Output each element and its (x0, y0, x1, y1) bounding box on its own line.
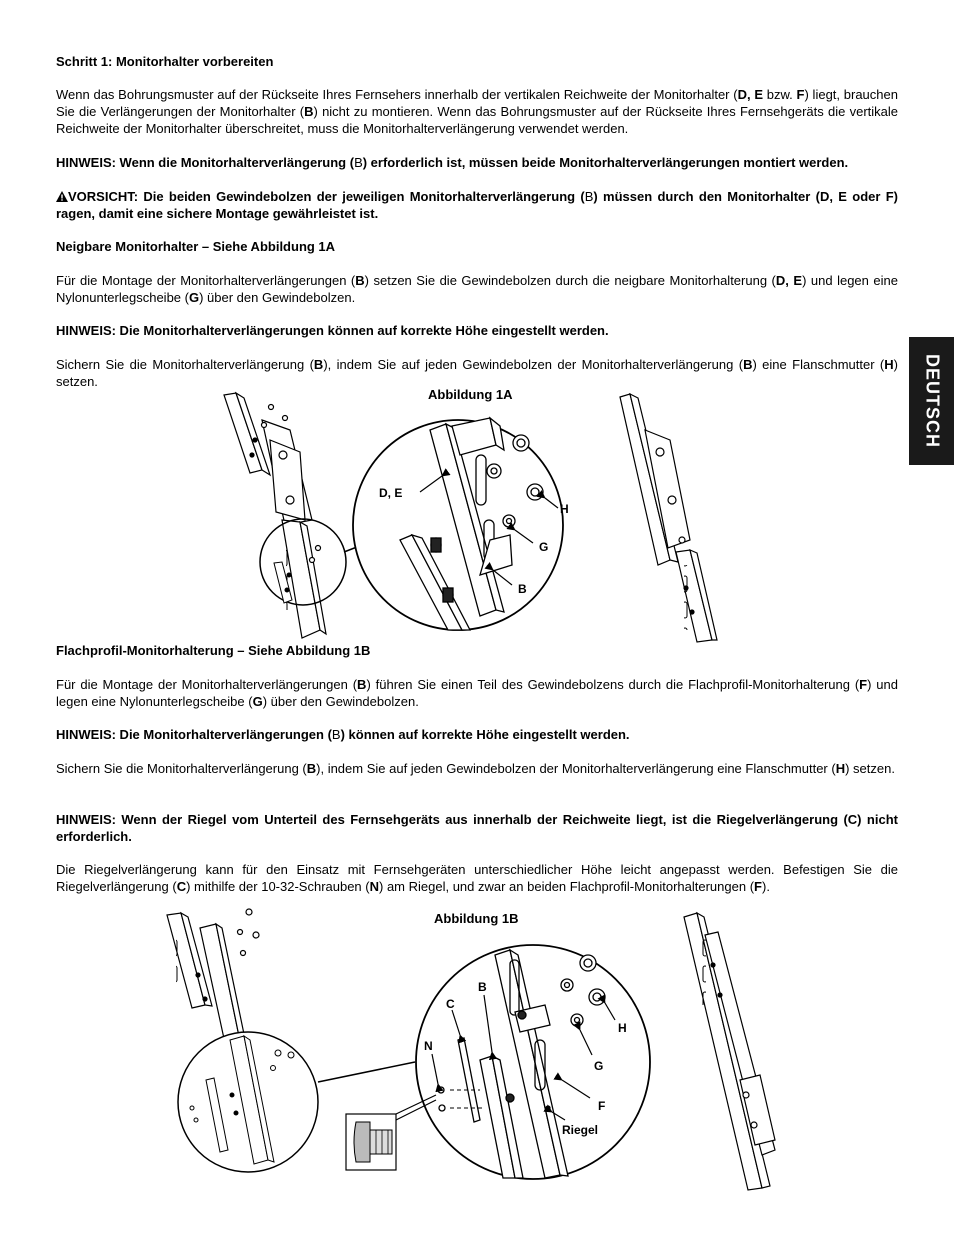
label-c-1b: C (446, 997, 455, 1011)
tilt-mount-heading: Neigbare Monitorhalter – Siehe Abbildung 1A (56, 239, 336, 254)
label-h-1a: H (560, 502, 569, 516)
paragraph-flange-nut-2: Sichern Sie die Monitorhalterverlängerung (B), indem Sie auf jeden Gewindebolzen der Monitorhalterverlängerung eine Flanschmutter (H) setzen. (56, 761, 895, 776)
figure-1a-detail (353, 418, 569, 630)
figure-1a-title: Abbildung 1A (428, 387, 513, 402)
note-latch: HINWEIS: Wenn der Riegel vom Unterteil des Fernsehgeräts aus innerhalb der Reichweite liegt, ist die Riegelverlängerung (C) nicht erforderlich. (56, 812, 898, 844)
figure-1b-detail (416, 945, 650, 1179)
label-g-1b: G (594, 1059, 604, 1073)
figure-1a-right-bracket (620, 394, 717, 642)
figure-1a-left-bracket (224, 393, 326, 638)
label-g-1a: G (539, 540, 549, 554)
label-riegel: Riegel (562, 1123, 599, 1137)
paragraph-tilt-mount: Für die Montage der Monitorhalterverlängerungen (B) setzen Sie die Gewindebolzen durch die neigbare Monitorhalterung (D, E) und legen eine Nylonunterlegscheibe (G) über den Gewindebolzen. (56, 273, 898, 305)
note-height-adjust-1: HINWEIS: Die Monitorhalterverlängerungen können auf korrekte Höhe eingestellt werden. (56, 323, 609, 338)
paragraph-latch-extension: Die Riegelverlängerung kann für den Einsatz mit Fernsehgeräten unterschiedlicher Höhe leicht angepasst werden. Befestigen Sie die Riegelverlängerung (C) mithilfe der 10-32-Schrauben (N) am Riegel, und zwar an beiden Flachprofil-Monitorhalterungen (F). (56, 862, 898, 894)
flat-mount-heading: Flachprofil-Monitorhalterung – Siehe Abbildung 1B (56, 643, 371, 658)
language-tab-label: DEUTSCH (922, 353, 942, 449)
label-f-1b: F (598, 1099, 606, 1113)
figure-1b-title: Abbildung 1B (434, 911, 519, 926)
paragraph-bore-pattern: Wenn das Bohrungsmuster auf der Rückseite Ihres Fernsehers innerhalb der vertikalen Reichweite der Monitorhalter (D, E bzw. F) liegt, brauchen Sie die Verlängerungen der Monitorhalter (B) nicht zu montieren. Wenn das Bohrungsmuster auf der Rückseite Ihres Fernsehgeräts die vertikale Reichweite der Monitorhalter überschreitet, muss die Monitorhalterverlängerung verwendet werden. (56, 87, 898, 136)
step1-heading: Schritt 1: Monitorhalter vorbereiten (56, 54, 274, 69)
label-h-1b: H (618, 1021, 627, 1035)
label-n-1b: N (424, 1039, 433, 1053)
label-d-e: D, E (379, 486, 403, 500)
caution-paragraph: VORSICHT: Die beiden Gewindebolzen der jeweiligen Monitorhalterverlängerung (B) müssen durch den Monitorhalter (D, E oder F) ragen, damit eine sichere Montage gewährleistet ist. (56, 189, 898, 221)
label-b-1a: B (518, 582, 527, 596)
figure-1b-right-bracket (684, 913, 775, 1190)
paragraph-flat-mount: Für die Montage der Monitorhalterverlängerungen (B) führen Sie einen Teil des Gewindebolzens durch die Flachprofil-Monitorhalterung (F) und legen eine Nylonunterlegscheibe (G) über den Gewindebolzen. (56, 677, 898, 709)
note-both-extensions: HINWEIS: Wenn die Monitorhalterverlängerung (B) erforderlich ist, müssen beide Monitorhalterverlängerungen montiert werden. (56, 155, 849, 170)
label-b-1b: B (478, 980, 487, 994)
screw-inset (346, 1095, 436, 1170)
note-height-adjust-2: HINWEIS: Die Monitorhalterverlängerungen (B) können auf korrekte Höhe eingestellt werden. (56, 727, 630, 742)
paragraph-flange-nut-1: Sichern Sie die Monitorhalterverlängerung (B), indem Sie auf jeden Gewindebolzen der Monitorhalterverlängerung (B) eine Flanschmutter (H) setzen. (56, 357, 898, 389)
